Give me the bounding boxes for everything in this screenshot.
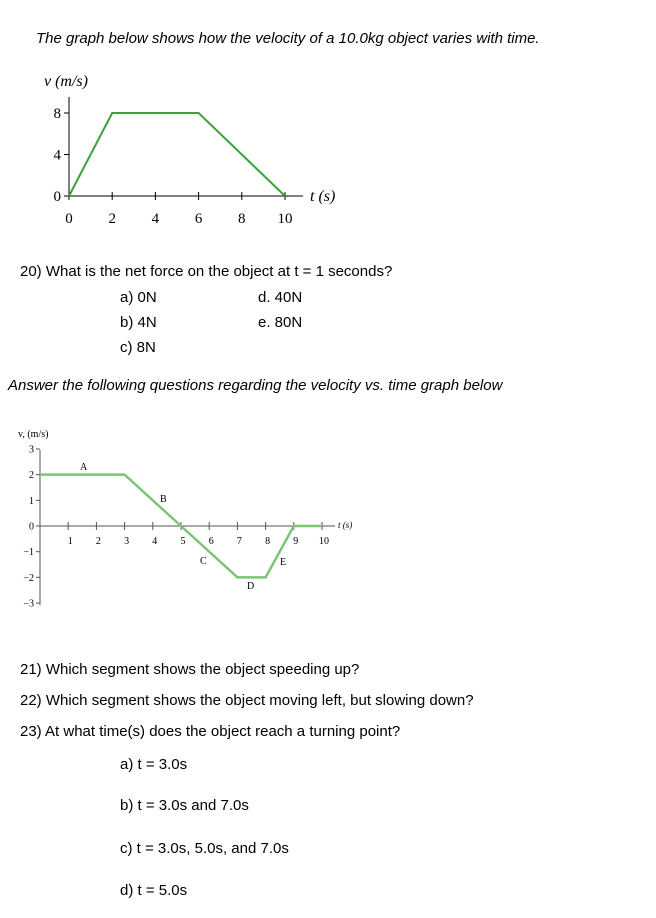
velocity-chart-1 <box>0 60 656 240</box>
chart1-xlabel: t (s) <box>310 188 336 205</box>
chart1-xtick-label: 4 <box>151 211 160 227</box>
q23-option-b: b) t = 3.0s and 7.0s <box>120 797 249 814</box>
segment-label-a: A <box>80 462 88 473</box>
velocity-chart-2 <box>0 420 656 620</box>
q23-option-d: d) t = 5.0s <box>120 882 188 899</box>
intro-2: Answer the following questions regarding the velocity vs. time graph below <box>8 377 503 394</box>
chart1-xtick-label: 2 <box>108 211 116 227</box>
chart2-ytick-label: −1 <box>23 547 34 559</box>
chart2-xtick-label: 2 <box>95 536 101 547</box>
q23-option-a: a) t = 3.0s <box>120 756 188 773</box>
q20-option-a: a) 0N <box>120 289 157 306</box>
q20-option-c: c) 8N <box>120 339 156 356</box>
chart1-velocity-line <box>69 113 285 196</box>
segment-label-b: B <box>160 494 167 505</box>
chart1-ytick-label: 8 <box>53 106 61 122</box>
chart2-xlabel: t (s) <box>338 520 353 530</box>
chart2-xtick-label: 7 <box>236 536 242 547</box>
chart2-xtick-label: 10 <box>319 536 329 547</box>
q20-option-b: b) 4N <box>120 314 157 331</box>
intro-text: The graph below shows how the velocity of a 10.0kg object varies with time. <box>36 30 540 47</box>
q20-option-e: e. 80N <box>258 314 303 331</box>
chart2-xtick-label: 3 <box>124 536 130 547</box>
chart1-ylabel: v (m/s) <box>44 73 88 90</box>
chart2-ytick-label: 1 <box>29 495 34 507</box>
segment-label-d: D <box>247 581 255 592</box>
chart2-ytick-label: 2 <box>29 470 34 482</box>
chart2-xtick-label: 1 <box>67 536 73 547</box>
chart2-ytick-label: 0 <box>29 521 34 533</box>
chart1-ytick-label: 0 <box>53 189 61 205</box>
chart2-ylabel: v, (m/s) <box>18 429 49 440</box>
question-22: 22) Which segment shows the object moving left, but slowing down? <box>20 692 474 709</box>
segment-label-e: E <box>280 557 287 568</box>
q23-option-c: c) t = 3.0s, 5.0s, and 7.0s <box>120 840 289 857</box>
chart2-xtick-label: 9 <box>293 536 299 547</box>
question-21: 21) Which segment shows the object speeding up? <box>20 661 360 678</box>
chart2-ytick-label: −3 <box>23 598 34 610</box>
chart2-ytick-label: −2 <box>23 572 34 584</box>
chart2-xtick-label: 5 <box>180 536 186 547</box>
chart2-xtick-label: 4 <box>152 536 158 547</box>
segment-label-c: C <box>200 556 207 567</box>
chart1-xtick-label: 8 <box>238 211 246 227</box>
chart2-xtick-label: 8 <box>265 536 271 547</box>
chart1-xtick-label: 10 <box>277 211 293 227</box>
q20-option-d: d. 40N <box>258 289 303 306</box>
chart1-xtick-label: 6 <box>194 211 203 227</box>
question-23: 23) At what time(s) does the object reach a turning point? <box>20 723 401 740</box>
chart1-ytick-label: 4 <box>53 147 61 164</box>
chart2-xtick-label: 6 <box>208 536 214 547</box>
chart2-ytick-label: 3 <box>29 444 34 456</box>
question-20: 20) What is the net force on the object at t = 1 seconds? <box>20 263 393 280</box>
chart1-xtick-label: 0 <box>65 211 73 227</box>
